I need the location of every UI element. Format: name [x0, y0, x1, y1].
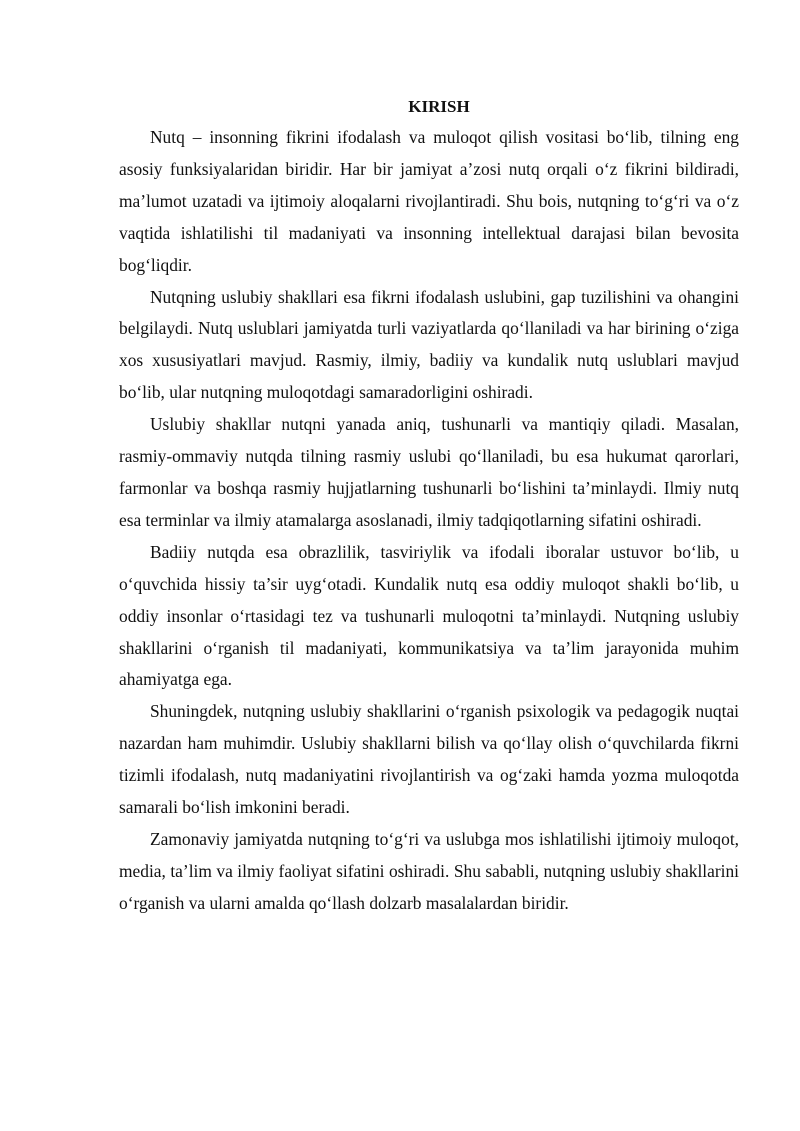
paragraph: Nutqning uslubiy shakllari esa fikrni ifodalash uslubini, gap tuzilishini va ohangini belgilaydi. Nutq uslublari jamiyatda turli vaziyatlarda qo‘llaniladi va har birining o‘ziga xos xususiyatlari mavjud. Rasmiy, ilmiy, badiiy va kundalik nutq uslublari mavjud bo‘lib, ular nutqning muloqotdagi samaradorligini oshiradi.: [119, 286, 739, 403]
document-title: KIRISH: [408, 97, 470, 116]
paragraph: Nutq – insonning fikrini ifodalash va muloqot qilish vositasi bo‘lib, tilning eng asosiy funksiyalaridan biridir. Har bir jamiyat a’zosi nutq orqali o‘z fikrini bildiradi, ma’lumot uzatadi va ijtimoiy aloqalarni rivojlantiradi. Shu bois, nutqning to‘g‘ri va o‘z vaqtida ishlatilishi til madaniyati va insonning intellektual darajasi bilan bevosita bog‘liqdir.: [119, 127, 739, 275]
paragraph: Badiiy nutqda esa obrazlilik, tasviriylik va ifodali iboralar ustuvor bo‘lib, u o‘quvchida hissiy ta’sir uyg‘otadi. Kundalik nutq esa oddiy muloqot shakli bo‘lib, u oddiy insonlar o‘rtasidagi tez va tushunarli muloqotni ta’minlaydi. Nutqning uslubiy shakllarini o‘rganish til madaniyati, kommunikatsiya va ta’lim jarayonida muhim ahamiyatga ega.: [119, 541, 739, 690]
paragraph: Shuningdek, nutqning uslubiy shakllarini o‘rganish psixologik va pedagogik nuqtai nazardan ham muhimdir. Uslubiy shakllarni bilish va qo‘llay olish o‘quvchilarda fikrni tizimli ifodalash, nutq madaniyatini rivojlantirish va og‘zaki hamda yozma muloqotda samarali bo‘lish imkonini beradi.: [119, 701, 739, 818]
paragraph: Uslubiy shakllar nutqni yanada aniq, tushunarli va mantiqiy qiladi. Masalan, rasmiy-ommaviy nutqda tilning rasmiy uslubi qo‘llaniladi, bu esa hukumat qarorlari, farmonlar va boshqa rasmiy hujjatlarning tushunarli bo‘lishini ta’minlaydi. Ilmiy nutq esa terminlar va ilmiy atamalarga asoslanadi, ilmiy tadqiqotlarning sifatini oshiradi.: [119, 414, 739, 530]
document-body: [119, 92, 739, 920]
paragraph: Zamonaviy jamiyatda nutqning to‘g‘ri va uslubga mos ishlatilishi ijtimoiy muloqot, media, ta’lim va ilmiy faoliyat sifatini oshiradi. Shu sababli, nutqning uslubiy shakllarini o‘rganish va ularni amalda qo‘llash dolzarb masalalardan biridir.: [119, 828, 739, 913]
